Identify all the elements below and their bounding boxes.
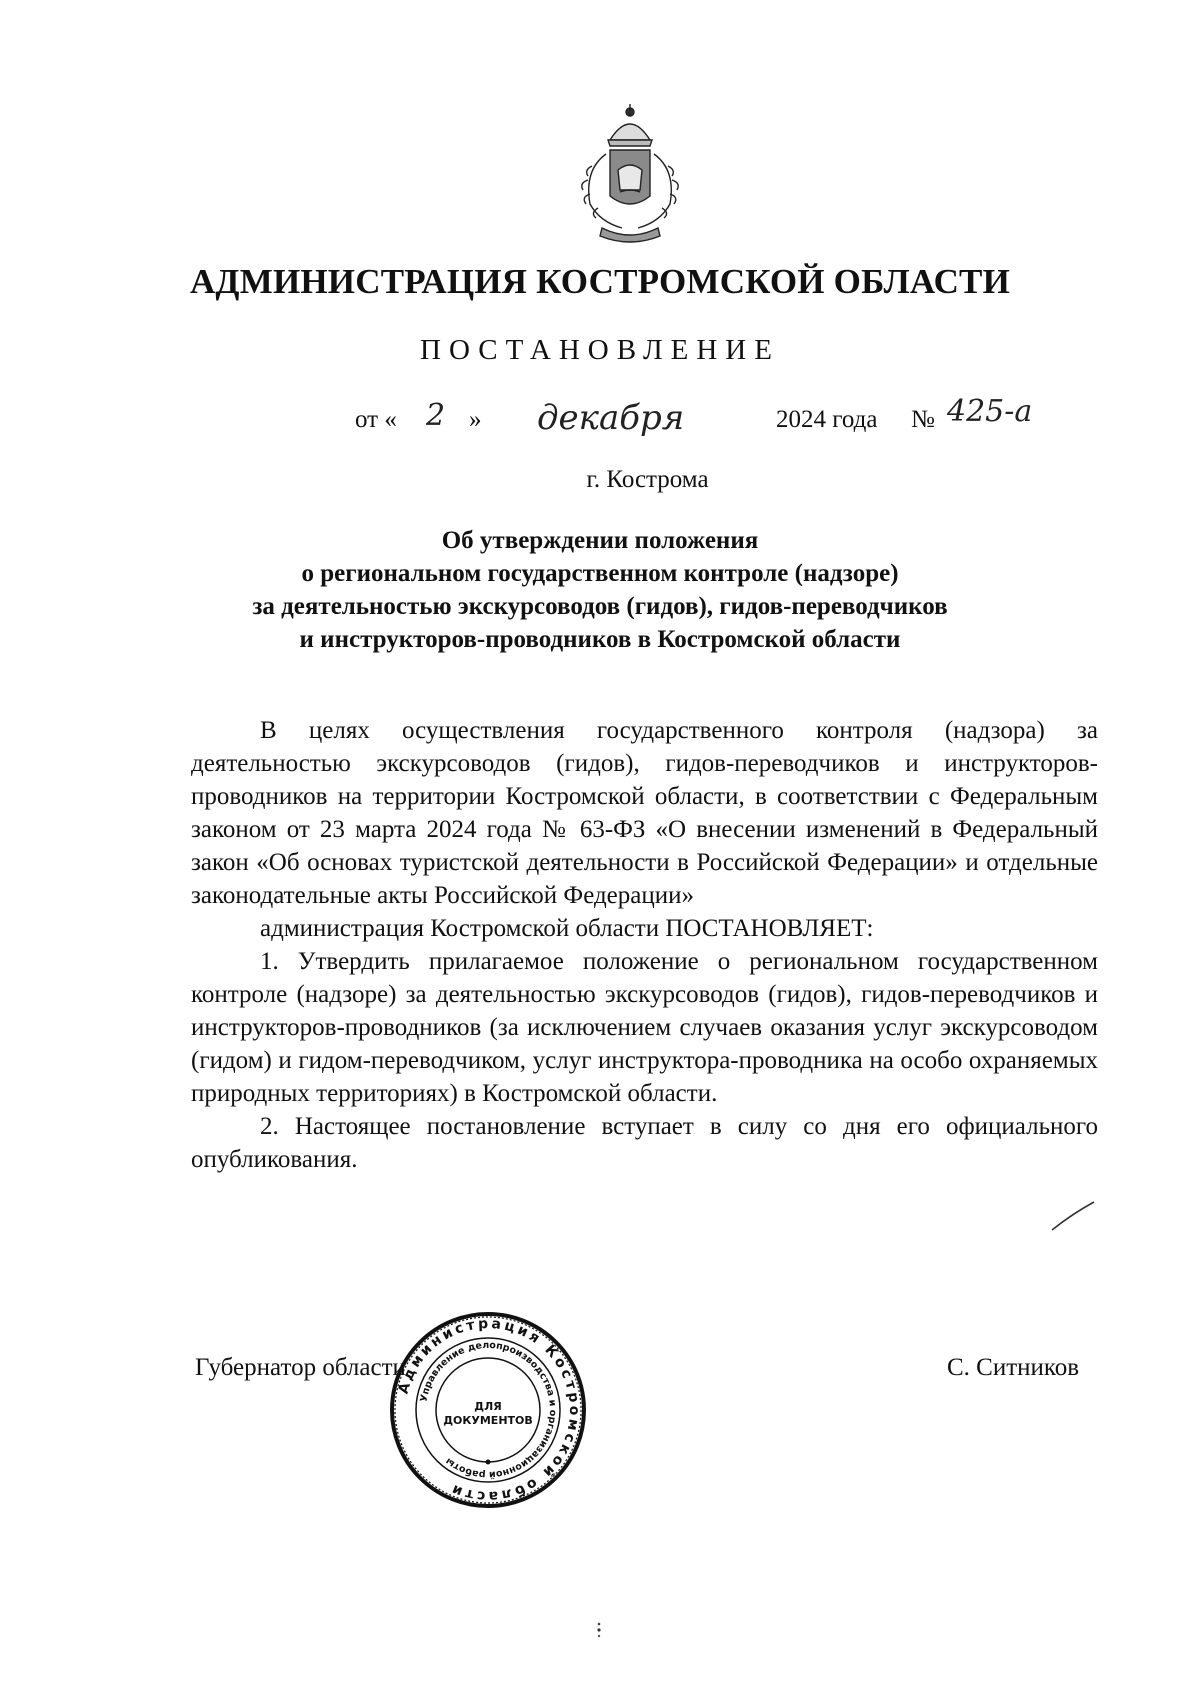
scan-mark — [596, 1621, 602, 1639]
stamp-outer-text: Администрация Костромской области — [395, 1315, 583, 1505]
date-quote-close: » — [469, 406, 482, 433]
document-type: ПОСТАНОВЛЕНИЕ — [420, 334, 780, 366]
subject-line: за деятельностью экскурсоводов (гидов), гидов-переводчиков — [252, 593, 948, 620]
item-2-paragraph: 2. Настоящее постановление вступает в силу со дня его официального опубликования. — [191, 1113, 1098, 1173]
document-subject — [0, 524, 1200, 656]
organization-title: АДМИНИСТРАЦИЯ КОСТРОМСКОЙ ОБЛАСТИ — [189, 262, 1011, 301]
signatory-position: Губернатор области — [195, 1354, 406, 1381]
subject-line: и инструкторов-проводников в Костромской области — [299, 626, 901, 653]
item-1-paragraph: 1. Утвердить прилагаемое положение о региональном государственном контроле (надзоре) за деятельностью экскурсоводов (гидов), гидов-переводчиков и инструкторов-проводников (за исключением случаев оказания услуг экскурсоводом (гидом) и гидом-переводчиком, услуг инструктора-проводника на особо охраняемых природных территориях) в Костромской области. — [191, 948, 1098, 1107]
date-prefix: от « — [355, 406, 397, 433]
official-stamp — [388, 1310, 588, 1510]
date-month-handwritten: декабря — [537, 398, 685, 438]
city: г. Кострома — [586, 466, 709, 493]
date-year: 2024 года — [776, 406, 878, 433]
stamp-center-line-2: ДОКУМЕНТОВ — [443, 1414, 533, 1427]
date-line — [0, 394, 1200, 450]
number-sign: № — [911, 406, 935, 433]
stamp-center-line-1: ДЛЯ — [474, 1400, 502, 1413]
date-day-handwritten: 2 — [426, 398, 446, 433]
subject-line: Об утверждении положения — [441, 527, 759, 554]
coat-of-arms-emblem — [560, 100, 700, 250]
check-mark-icon — [1048, 1198, 1098, 1234]
document-body — [191, 714, 1098, 1176]
subject-line: о региональном государственном контроле (надзоре) — [301, 560, 899, 587]
document-number-handwritten: 425-а — [947, 394, 1033, 429]
decree-paragraph: администрация Костромской области ПОСТАНОВЛЯЕТ: — [260, 915, 874, 942]
stamp-inner-text: Управление делопроизводства и организационной работы — [418, 1339, 559, 1481]
signatory-name: С. Ситников — [947, 1354, 1080, 1381]
preamble-paragraph: В целях осуществления государственного контроля (надзора) за деятельностью экскурсоводов (гидов), гидов-переводчиков и инструкторов-проводников на территории Костромской области, в соответствии с Федеральным законом от 23 марта 2024 года № 63-ФЗ «О внесении изменений в Федеральный закон «Об основах туристской деятельности в Российской Федерации» и отдельные законодательные акты Российской Федерации» — [191, 717, 1098, 909]
